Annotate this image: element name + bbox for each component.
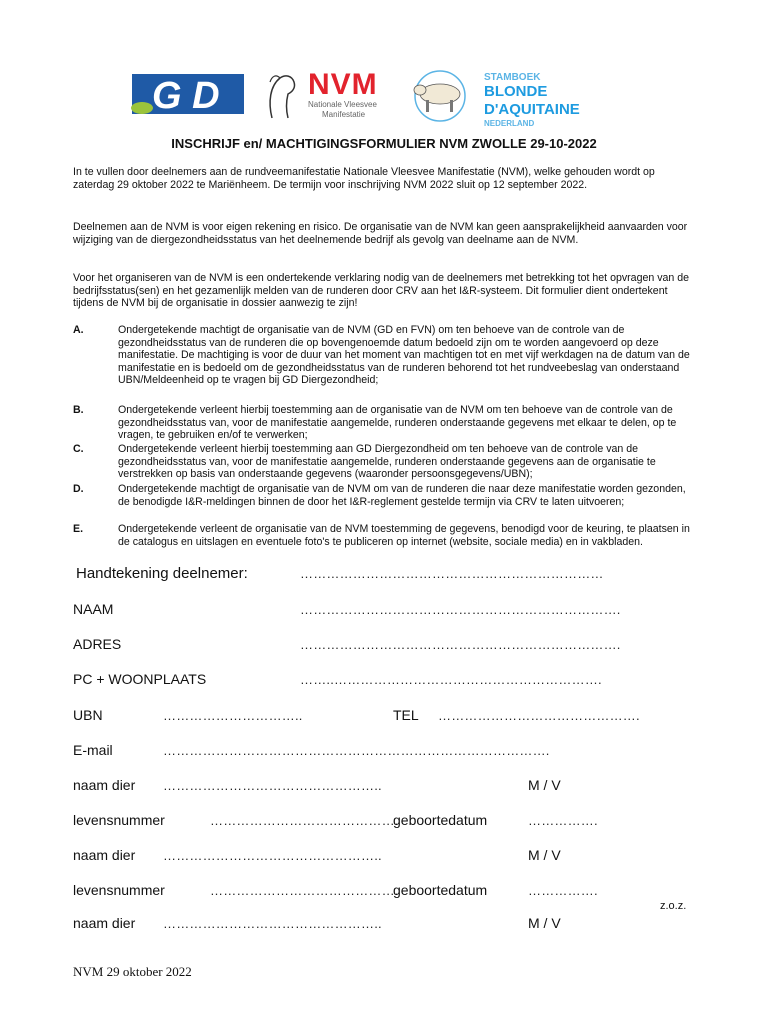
- signature-label: Handtekening deelnemer:: [76, 565, 248, 582]
- levensnummer-field[interactable]: …………………………………….: [210, 883, 399, 898]
- tel-label: TEL: [393, 707, 419, 723]
- clause-text: Ondergetekende machtigt de organisatie van de NVM om van de runderen die naar deze manifestatie worden gezonden, de benodigde I&R-meldingen binnen de door het I&R-reglement gestelde termijn via CRV te laten uitvoeren;: [118, 483, 686, 508]
- declaration-paragraph: Voor het organiseren van de NVM is een ondertekende verklaring nodig van de deelnemers met betrekking tot het opvragen van de bedrijfsstatus(sen) en het gezamenlijk melden van de runderen door CRV aan het I&R-systeem. Dit formulier dient ondertekent tijdens de NVM bij de organisatie in dossier aanwezig te zijn!: [73, 272, 689, 310]
- zoz-note: z.o.z.: [660, 900, 687, 912]
- clause-text: Ondergetekende verleent de organisatie van de NVM toestemming de gegevens, benodigd voor de keuring, te plaatsen in de catalogus en uitslagen en eventuele foto's te publiceren op internet (website, sociale media) en in vakbladen.: [118, 523, 690, 548]
- animal-name-field[interactable]: …………………………………………..: [163, 916, 382, 931]
- adres-label: ADRES: [73, 636, 122, 652]
- clause-letter: E.: [73, 523, 84, 535]
- animal-name-label: naam dier: [73, 915, 136, 931]
- form-title: INSCHRIJF en/ MACHTIGINGSFORMULIER NVM ZWOLLE 29-10-2022: [171, 136, 597, 151]
- ba-logo-line2: BLONDE D'AQUITAINE: [484, 83, 580, 118]
- animal-name-field[interactable]: …………………………………………..: [163, 848, 382, 863]
- tel-field[interactable]: ……………………………………….: [438, 708, 640, 723]
- email-label: E-mail: [73, 742, 113, 758]
- pc-woonplaats-field[interactable]: ……..…………………………………………………….: [300, 672, 602, 687]
- sex-choice[interactable]: M / V: [528, 915, 561, 931]
- intro-paragraph: In te vullen door deelnemers aan de rundveemanifestatie Nationale Vleesvee Manifestatie (NVM), welke gehouden wordt op zaterdag 29 oktober 2022 te Mariënheem. De termijn voor inschrijving NVM 2022 sluit op 12 september 2022.: [73, 166, 655, 191]
- animal-name-label: naam dier: [73, 777, 136, 793]
- svg-text:G D: G D: [152, 75, 220, 116]
- animal-name-label: naam dier: [73, 847, 136, 863]
- page-footer: NVM 29 oktober 2022: [73, 964, 192, 979]
- clause-text: Ondergetekende verleent hierbij toestemming aan GD Diergezondheid om ten behoeve van de controle van de gezondheidsstatus van, voor de manifestatie aangemelde, runderen onderstaande gegevens aan de organisatie te verstrekken op basis van onderstaande gegevens (waaronder persoonsgegevens/UBN);: [118, 443, 656, 481]
- clause-text: Ondergetekende verleent hierbij toestemming aan de organisatie van de NVM om ten behoeve van de controle van de gezondheidsstatus van, voor de manifestatie aangemelde, runderen onderstaande gegevens met elkaar te delen, op te vragen, te gebruiken en/of te verwerken;: [118, 404, 677, 442]
- naam-label: NAAM: [73, 601, 114, 617]
- nvm-logo-sub2: Manifestatie: [322, 110, 366, 119]
- pc-woonplaats-label: PC + WOONPLAATS: [73, 671, 207, 687]
- ubn-field[interactable]: …………………………..: [163, 708, 303, 723]
- nvm-logo-sub1: Nationale Vleesvee: [308, 100, 377, 109]
- clause-letter: C.: [73, 443, 84, 455]
- geboortedatum-label: geboortedatum: [393, 882, 488, 898]
- horse-head-icon: [262, 72, 304, 120]
- clause-text: Ondergetekende machtigt de organisatie van de NVM (GD en FVN) om ten behoeve van de controle van de gezondheidsstatus van de runderen die op bovengenoemde datum bedoeld zijn om te worden aangevoerd op deze manifestatie. De machtiging is voor de duur van het moment van machtigen tot en met vijf werkdagen na de datum van de manifestatie en is bedoeld om de gezondheidsstatus van de runderen behorend tot het rundveebeslag van onderstaand UBN/Meldeenheid op te vragen bij GD Diergezondheid;: [118, 324, 690, 387]
- ubn-label: UBN: [73, 707, 103, 723]
- blonde-aquitaine-logo: [400, 70, 640, 128]
- geboortedatum-field[interactable]: …………….: [528, 813, 598, 828]
- naam-field[interactable]: ……………………………………………………………….: [300, 602, 621, 617]
- gd-logo: [128, 72, 246, 116]
- sex-choice[interactable]: M / V: [528, 847, 561, 863]
- email-field[interactable]: …………………………………………………………………………….: [163, 743, 550, 758]
- clause-letter: D.: [73, 483, 84, 495]
- ba-logo-line3: NEDERLAND: [484, 119, 535, 128]
- geboortedatum-field[interactable]: …………….: [528, 883, 598, 898]
- geboortedatum-label: geboortedatum: [393, 812, 488, 828]
- levensnummer-label: levensnummer: [73, 882, 165, 898]
- clause-letter: A.: [73, 324, 84, 336]
- ba-logo-line1: STAMBOEK: [484, 72, 541, 83]
- clause-letter: B.: [73, 404, 84, 416]
- levensnummer-field[interactable]: …………………………………….: [210, 813, 399, 828]
- risk-paragraph: Deelnemen aan de NVM is voor eigen rekening en risico. De organisatie van de NVM kan geen aansprakelijkheid aanvaarden voor wijziging van de diergezondheidsstatus van het deelnemende bedrijf als gevolg van deelname aan de NVM.: [73, 221, 688, 246]
- adres-field[interactable]: ……………………………………………………………….: [300, 637, 621, 652]
- nvm-logo: [308, 70, 394, 120]
- animal-name-field[interactable]: …………………………………………..: [163, 778, 382, 793]
- signature-field[interactable]: ……………………………………………………………: [300, 566, 604, 581]
- sex-choice[interactable]: M / V: [528, 777, 561, 793]
- nvm-logo-text: NVM: [308, 68, 378, 101]
- levensnummer-label: levensnummer: [73, 812, 165, 828]
